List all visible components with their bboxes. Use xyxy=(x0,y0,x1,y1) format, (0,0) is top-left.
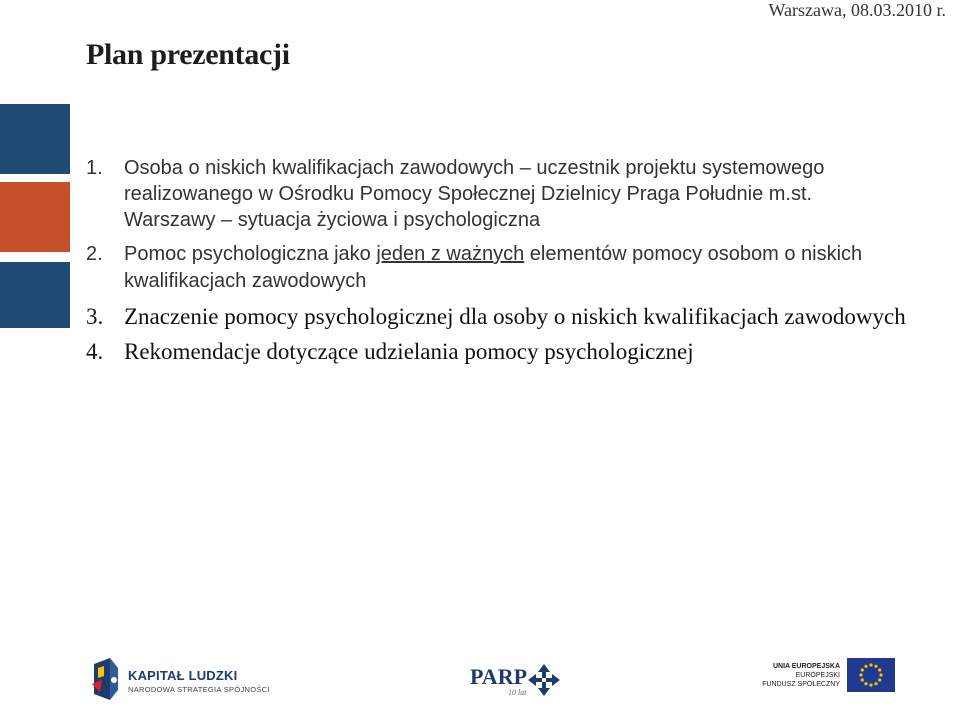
eu-line2: EUROPEJSKI xyxy=(795,672,840,679)
decorative-bar-blue-top xyxy=(0,104,70,174)
kapital-ludzki-title: KAPITAŁ LUDZKI xyxy=(128,668,238,683)
list-item-number: 3. xyxy=(86,304,104,329)
parp-title: PARP xyxy=(470,664,528,689)
eu-line1: UNIA EUROPEJSKA xyxy=(772,663,840,670)
decorative-bar-orange xyxy=(0,182,70,252)
footer-logos xyxy=(0,648,960,708)
list-item-text xyxy=(124,243,862,292)
list-item-text-underlined: jeden z ważnych xyxy=(376,243,525,265)
list-item-text: Osoba o niskich kwalifikacjach zawodowych – uczestnik projektu systemowego realizowanego w Ośrodku Pomocy Społecznej Dzielnicy Praga Południe m.st. Warszawy – sytuacja życiowa i psychologiczna xyxy=(124,157,825,231)
list-item-text-after: elementów pomocy osobom o niskich kwalifikacjach zawodowych xyxy=(124,243,863,292)
list-item-number: 1. xyxy=(86,157,103,179)
kapital-ludzki-mark-icon xyxy=(90,654,120,704)
kapital-ludzki-logo xyxy=(90,654,290,704)
list-item-text-before: Pomoc psychologiczna jako xyxy=(124,243,377,265)
page-title: Plan prezentacji xyxy=(86,38,290,71)
parp-subtitle: 10 lat xyxy=(508,688,527,697)
list-item xyxy=(86,338,906,365)
list-item xyxy=(86,155,906,233)
list-item-text: Rekomendacje dotyczące udzielania pomocy psychologicznej xyxy=(124,339,694,364)
parp-arrows-icon xyxy=(526,662,562,698)
parp-logo xyxy=(470,660,562,700)
list-item-number: 2. xyxy=(86,243,103,265)
list-item xyxy=(86,241,906,295)
kapital-ludzki-subtitle: NARODOWA STRATEGIA SPÓJNOŚCI xyxy=(128,685,270,694)
eu-flag-icon xyxy=(847,658,895,692)
list-item-text: Znaczenie pomocy psychologicznej dla osoby o niskich kwalifikacjach zawodowych xyxy=(124,304,906,329)
list-item-number: 4. xyxy=(86,339,104,364)
decorative-bar-blue-bottom xyxy=(0,262,70,328)
date-label: Warszawa, 08.03.2010 r. xyxy=(768,0,946,20)
eu-logo xyxy=(760,658,895,698)
list-item xyxy=(86,303,906,330)
presentation-plan-list xyxy=(86,155,906,373)
eu-line3: FUNDUSZ SPOŁECZNY xyxy=(762,681,840,688)
